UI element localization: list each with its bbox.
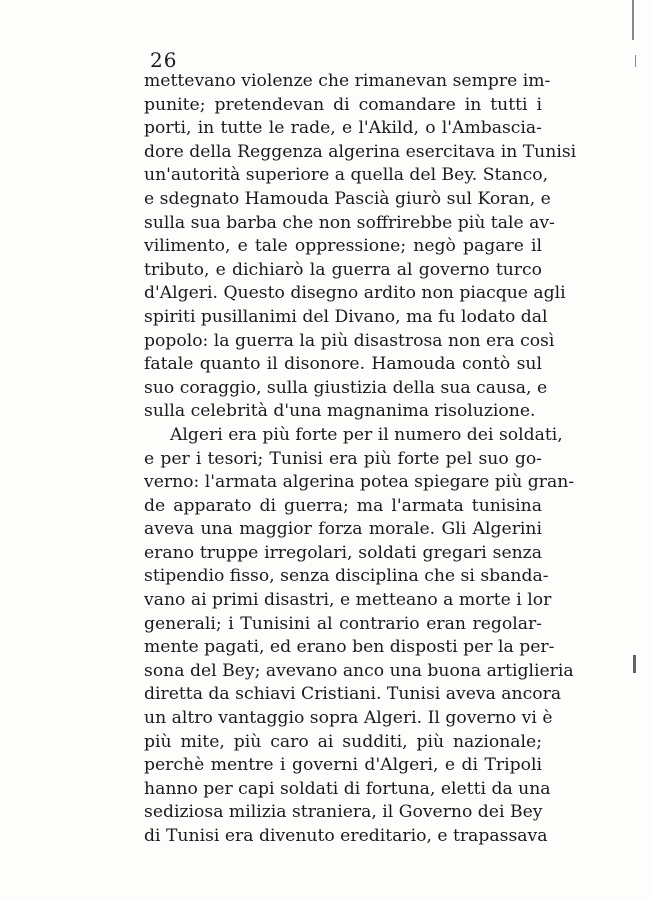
text-line: di Tunisi era divenuto ereditario, e trapassava: [144, 826, 548, 846]
text-line: fatale quanto il disonore. Hamouda contò sul: [144, 354, 542, 375]
text-line: stipendio fisso, senza disciplina che si sbanda-: [144, 566, 549, 587]
page-number: 26: [150, 48, 178, 72]
text-line: un'autorità superiore a quella del Bey. Stanco,: [144, 165, 549, 186]
text-line: porti, in tutte le rade, e l'Akild, o l'Ambascia-: [144, 118, 542, 139]
text-line: sediziosa milizia straniera, il Governo dei Bey: [144, 802, 543, 823]
text-line: erano truppe irregolari, soldati gregari senza: [144, 542, 542, 563]
text-line: d'Algeri. Questo disegno ardito non piacque agli: [144, 283, 566, 304]
text-line: sona del Bey; avevano anco una buona artiglieria: [144, 660, 574, 681]
text-line: e sdegnato Hamouda Pascià giurò sul Koran, e: [144, 188, 551, 209]
text-line: sulla sua barba che non soffrirebbe più tale av-: [144, 212, 555, 233]
text-line: hanno per capi soldati di fortuna, eletti da una: [144, 778, 551, 799]
text-line: verno: l'armata algerina potea spiegare più gran-: [144, 472, 575, 493]
text-line: popolo: la guerra la più disastrosa non era così: [144, 330, 555, 351]
text-line: tributo, e dichiarò la guerra al governo turco: [144, 259, 542, 280]
text-line: sulla celebrità d'una magnanima risoluzione.: [144, 401, 536, 422]
text-line: de apparato di guerra; ma l'armata tunisina: [144, 495, 542, 516]
text-line: vilimento, e tale oppressione; negò pagare il: [144, 236, 542, 257]
text-line: punite; pretendevan di comandare in tutti i: [144, 94, 542, 115]
text-line: mente pagati, ed erano ben disposti per la per-: [144, 637, 555, 658]
text-line: più mite, più caro ai sudditi, più nazionale;: [144, 731, 542, 752]
page-body-text: [144, 70, 577, 849]
text-line: suo coraggio, sulla giustizia della sua causa, e: [144, 377, 548, 398]
text-line: vano ai primi disastri, e metteano a morte i lor: [144, 590, 552, 611]
text-line: aveva una maggior forza morale. Gli Algerini: [144, 519, 542, 540]
text-line: Algeri era più forte per il numero dei soldati,: [170, 424, 563, 445]
text-line: dore della Reggenza algerina esercitava in Tunisi: [144, 141, 577, 162]
text-line: un altro vantaggio sopra Algeri. Il governo vi è: [144, 708, 553, 729]
text-line: perchè mentre i governi d'Algeri, e di Tripoli: [144, 755, 542, 776]
page-edge-marks: [629, 0, 643, 900]
text-line: spiriti pusillanimi del Divano, ma fu lodato dal: [144, 306, 548, 327]
text-line: e per i tesori; Tunisi era più forte pel suo go-: [144, 448, 542, 469]
text-line: mettevano violenze che rimanevan sempre im-: [144, 71, 551, 91]
text-line: diretta da schiavi Cristiani. Tunisi aveva ancora: [144, 684, 562, 705]
text-line: generali; i Tunisini al contrario eran regolar-: [144, 613, 542, 634]
